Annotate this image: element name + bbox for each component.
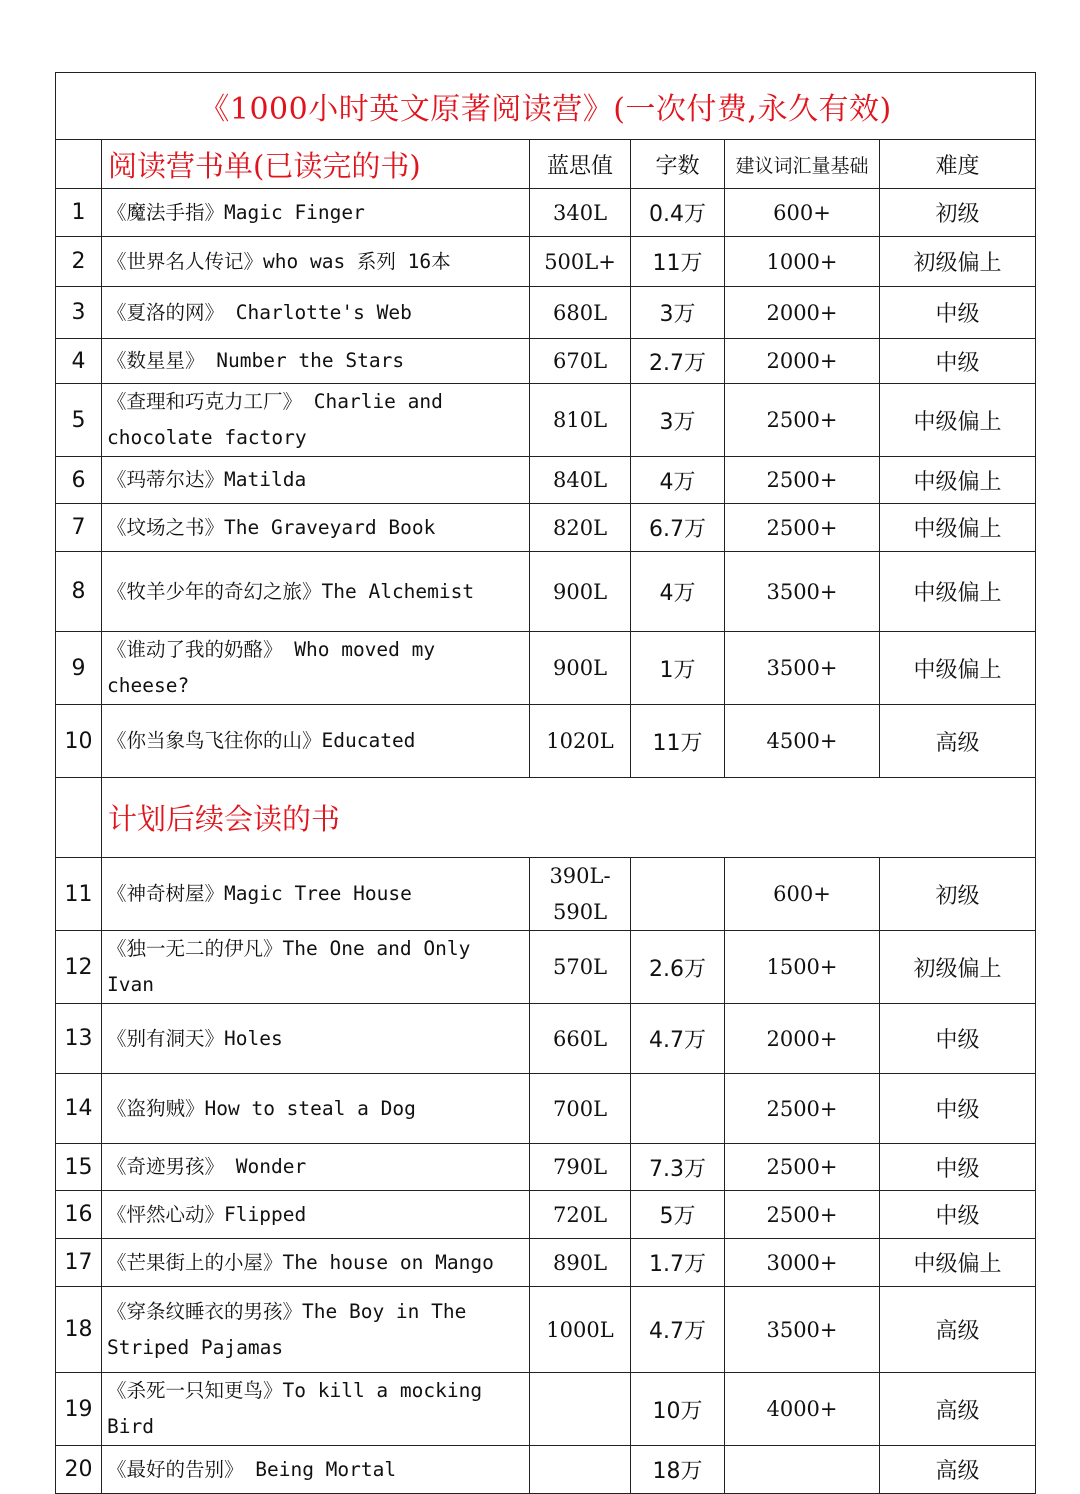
lexile-value: 570L [530, 931, 631, 1004]
row-number: 6 [56, 457, 102, 504]
lexile-value: 340L [530, 189, 631, 237]
page-title: 《1000小时英文原著阅读营》(一次付费,永久有效) [56, 73, 1036, 140]
header-words: 字数 [631, 140, 725, 189]
lexile-value: 670L [530, 339, 631, 384]
difficulty-level: 中级 [880, 1191, 1036, 1239]
book-title: 《魔法手指》Magic Finger [102, 189, 530, 237]
book-title: 《神奇树屋》Magic Tree House [102, 858, 530, 931]
difficulty-level: 初级 [880, 189, 1036, 237]
lexile-value: 500L+ [530, 237, 631, 287]
difficulty-level: 初级偏上 [880, 931, 1036, 1004]
vocab-value [725, 1446, 880, 1494]
header-row [56, 140, 1036, 189]
lexile-value: 820L [530, 504, 631, 552]
vocab-value: 2500+ [725, 457, 880, 504]
title-row [56, 73, 1036, 140]
row-number: 12 [56, 931, 102, 1004]
difficulty-level: 中级偏上 [880, 632, 1036, 705]
difficulty-level: 中级偏上 [880, 552, 1036, 632]
lexile-value: 660L [530, 1004, 631, 1074]
book-title: 《你当象鸟飞往你的山》Educated [102, 705, 530, 778]
vocab-value: 1000+ [725, 237, 880, 287]
table-row [56, 1239, 1036, 1287]
book-title: 《芒果街上的小屋》The house on Mango [102, 1239, 530, 1287]
lexile-value [530, 1373, 631, 1446]
difficulty-level: 中级偏上 [880, 384, 1036, 457]
lexile-value: 700L [530, 1074, 631, 1144]
row-number: 4 [56, 339, 102, 384]
vocab-value: 600+ [725, 858, 880, 931]
book-title: 《谁动了我的奶酪》 Who moved my cheese? [102, 632, 530, 705]
lexile-value: 1000L [530, 1287, 631, 1373]
vocab-value: 2000+ [725, 339, 880, 384]
word-count [631, 1074, 725, 1144]
book-title: 《独一无二的伊凡》The One and Only Ivan [102, 931, 530, 1004]
planned-books-body [56, 858, 1036, 1494]
row-number: 3 [56, 287, 102, 339]
difficulty-level: 高级 [880, 1287, 1036, 1373]
book-title: 《奇迹男孩》 Wonder [102, 1144, 530, 1191]
vocab-value: 2500+ [725, 504, 880, 552]
difficulty-level: 初级 [880, 858, 1036, 931]
row-number: 19 [56, 1373, 102, 1446]
row-number: 1 [56, 189, 102, 237]
table-row [56, 457, 1036, 504]
section-planned-title: 计划后续会读的书 [102, 778, 1036, 858]
difficulty-level: 中级 [880, 1004, 1036, 1074]
book-title: 《杀死一只知更鸟》To kill a mocking Bird [102, 1373, 530, 1446]
table-row [56, 1144, 1036, 1191]
book-title: 《夏洛的网》 Charlotte's Web [102, 287, 530, 339]
table-row [56, 1446, 1036, 1494]
vocab-value: 2500+ [725, 384, 880, 457]
word-count: 4.7万 [631, 1004, 725, 1074]
word-count: 1.7万 [631, 1239, 725, 1287]
table-row [56, 1373, 1036, 1446]
lexile-value: 390L- 590L [530, 858, 631, 931]
header-number-cell [56, 140, 102, 189]
word-count: 6.7万 [631, 504, 725, 552]
book-title: 《盗狗贼》How to steal a Dog [102, 1074, 530, 1144]
vocab-value: 2000+ [725, 1004, 880, 1074]
word-count: 4万 [631, 457, 725, 504]
header-lexile: 蓝思值 [530, 140, 631, 189]
book-title: 《玛蒂尔达》Matilda [102, 457, 530, 504]
word-count: 3万 [631, 287, 725, 339]
table-row [56, 189, 1036, 237]
book-list-table [55, 72, 1036, 1494]
header-difficulty: 难度 [880, 140, 1036, 189]
difficulty-level: 中级偏上 [880, 1239, 1036, 1287]
difficulty-level: 中级 [880, 339, 1036, 384]
word-count: 11万 [631, 705, 725, 778]
lexile-value: 900L [530, 552, 631, 632]
table-row [56, 931, 1036, 1004]
table-row [56, 1004, 1036, 1074]
table-row [56, 287, 1036, 339]
difficulty-level: 中级 [880, 287, 1036, 339]
word-count: 2.6万 [631, 931, 725, 1004]
difficulty-level: 初级偏上 [880, 237, 1036, 287]
row-number: 5 [56, 384, 102, 457]
header-read-books: 阅读营书单(已读完的书) [102, 140, 530, 189]
vocab-value: 2500+ [725, 1144, 880, 1191]
row-number: 20 [56, 1446, 102, 1494]
lexile-value: 1020L [530, 705, 631, 778]
book-title: 《穿条纹睡衣的男孩》The Boy in The Striped Pajamas [102, 1287, 530, 1373]
table-row [56, 339, 1036, 384]
word-count: 7.3万 [631, 1144, 725, 1191]
word-count: 4.7万 [631, 1287, 725, 1373]
table-row [56, 858, 1036, 931]
word-count: 18万 [631, 1446, 725, 1494]
word-count: 5万 [631, 1191, 725, 1239]
table-row [56, 384, 1036, 457]
difficulty-level: 高级 [880, 1373, 1036, 1446]
lexile-value: 890L [530, 1239, 631, 1287]
book-title: 《别有洞天》Holes [102, 1004, 530, 1074]
book-title: 《怦然心动》Flipped [102, 1191, 530, 1239]
table-row [56, 632, 1036, 705]
word-count [631, 858, 725, 931]
row-number: 16 [56, 1191, 102, 1239]
book-title: 《数星星》 Number the Stars [102, 339, 530, 384]
section-number-cell [56, 778, 102, 858]
row-number: 9 [56, 632, 102, 705]
header-vocab: 建议词汇量基础 [725, 140, 880, 189]
word-count: 3万 [631, 384, 725, 457]
section-planned-row [56, 778, 1036, 858]
difficulty-level: 高级 [880, 1446, 1036, 1494]
lexile-value [530, 1446, 631, 1494]
book-title: 《世界名人传记》who was 系列 16本 [102, 237, 530, 287]
row-number: 11 [56, 858, 102, 931]
row-number: 15 [56, 1144, 102, 1191]
row-number: 14 [56, 1074, 102, 1144]
word-count: 2.7万 [631, 339, 725, 384]
lexile-value: 840L [530, 457, 631, 504]
lexile-value: 680L [530, 287, 631, 339]
lexile-value: 810L [530, 384, 631, 457]
vocab-value: 3500+ [725, 552, 880, 632]
lexile-value: 720L [530, 1191, 631, 1239]
vocab-value: 1500+ [725, 931, 880, 1004]
vocab-value: 2500+ [725, 1074, 880, 1144]
row-number: 2 [56, 237, 102, 287]
row-number: 13 [56, 1004, 102, 1074]
vocab-value: 3500+ [725, 1287, 880, 1373]
difficulty-level: 中级偏上 [880, 457, 1036, 504]
difficulty-level: 中级 [880, 1144, 1036, 1191]
table-row [56, 1191, 1036, 1239]
row-number: 10 [56, 705, 102, 778]
word-count: 0.4万 [631, 189, 725, 237]
word-count: 4万 [631, 552, 725, 632]
word-count: 10万 [631, 1373, 725, 1446]
book-title: 《最好的告别》 Being Mortal [102, 1446, 530, 1494]
table-row [56, 237, 1036, 287]
table-row [56, 1074, 1036, 1144]
table-row [56, 504, 1036, 552]
lexile-value: 790L [530, 1144, 631, 1191]
difficulty-level: 中级偏上 [880, 504, 1036, 552]
vocab-value: 2500+ [725, 1191, 880, 1239]
book-title: 《坟场之书》The Graveyard Book [102, 504, 530, 552]
row-number: 7 [56, 504, 102, 552]
row-number: 8 [56, 552, 102, 632]
vocab-value: 3500+ [725, 632, 880, 705]
table-row [56, 1287, 1036, 1373]
row-number: 17 [56, 1239, 102, 1287]
read-books-body [56, 189, 1036, 778]
table-row [56, 552, 1036, 632]
book-title: 《牧羊少年的奇幻之旅》The Alchemist [102, 552, 530, 632]
vocab-value: 4500+ [725, 705, 880, 778]
vocab-value: 3000+ [725, 1239, 880, 1287]
vocab-value: 2000+ [725, 287, 880, 339]
lexile-value: 900L [530, 632, 631, 705]
vocab-value: 600+ [725, 189, 880, 237]
vocab-value: 4000+ [725, 1373, 880, 1446]
word-count: 1万 [631, 632, 725, 705]
difficulty-level: 中级 [880, 1074, 1036, 1144]
difficulty-level: 高级 [880, 705, 1036, 778]
table-row [56, 705, 1036, 778]
row-number: 18 [56, 1287, 102, 1373]
word-count: 11万 [631, 237, 725, 287]
book-title: 《查理和巧克力工厂》 Charlie and chocolate factory [102, 384, 530, 457]
